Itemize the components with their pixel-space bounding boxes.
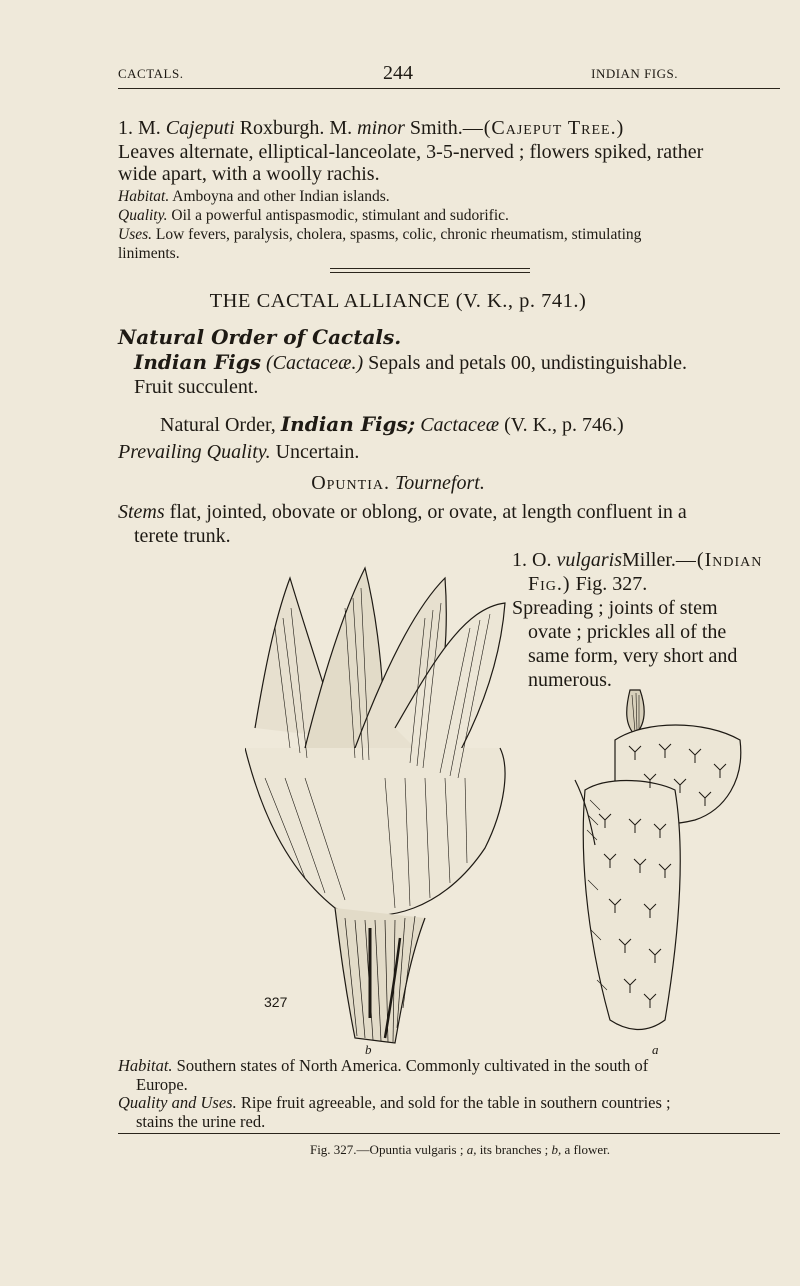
natural-order-label: Natural Order of Cactals. xyxy=(118,325,402,349)
caption-b-key: b, xyxy=(551,1142,562,1157)
variant-genus: M. xyxy=(329,117,353,139)
species-desc-1: Spreading ; joints of stem xyxy=(512,597,718,619)
entry-cajeputi-desc-1: Leaves alternate, elliptical-lanceolate, 3-5-nerved ; flowers spiked, rather xyxy=(118,141,704,163)
genus-abbrev: M. xyxy=(138,117,161,139)
habitat-opuntia xyxy=(118,1056,780,1094)
figure-label-b: b xyxy=(365,1042,372,1057)
variant-name: minor xyxy=(357,117,405,139)
section-rule-double xyxy=(330,272,530,273)
quality-line-2: stains the urine red. xyxy=(136,1112,266,1131)
figure-caption xyxy=(150,1142,770,1158)
species-desc-4: numerous. xyxy=(528,669,612,691)
natural-order-line xyxy=(160,412,780,437)
quality-text: Oil a powerful antispasmodic, stimulant and sudorific. xyxy=(171,207,509,224)
stems-label: Stems xyxy=(118,501,165,523)
uses-text-1: Low fevers, paralysis, cholera, spasms, colic, chronic rheumatism, stimulating xyxy=(155,226,642,243)
habitat-label: Habitat. xyxy=(118,1056,173,1075)
species-common-line xyxy=(512,572,782,596)
natural-order-prefix: Natural Order, xyxy=(160,414,276,436)
stems-line-1: flat, jointed, obovate or oblong, or ovate, at length confluent in a xyxy=(169,501,687,523)
cactaceae-label: (Cactaceæ.) xyxy=(265,352,364,374)
uses-label: Uses. xyxy=(118,226,153,243)
species-name: vulgaris xyxy=(556,549,623,571)
indian-figs-label: Indian Figs xyxy=(134,350,261,374)
alliance-title: THE CACTAL ALLIANCE (V. K., p. 741.) xyxy=(209,290,587,312)
variant-authority: Smith. xyxy=(409,117,463,139)
entry-cajeputi-title xyxy=(118,116,780,140)
uses-cajeputi xyxy=(118,225,780,244)
habitat-line-1: Southern states of North America. Commonly cultivated in the south of xyxy=(176,1056,649,1075)
species-fig-ref: Fig. 327. xyxy=(575,573,648,595)
authority: Roxburgh. xyxy=(239,117,325,139)
natural-order-ref: (V. K., p. 746.) xyxy=(504,414,624,436)
alliance-desc-2: Fruit succulent. xyxy=(134,376,259,398)
stems-line-2: terete trunk. xyxy=(134,525,231,547)
prevailing-value: Uncertain. xyxy=(275,441,360,463)
natural-order-cactaceae: Cactaceæ xyxy=(420,414,500,436)
alliance-desc-1: Sepals and petals 00, undistinguishable. xyxy=(368,352,688,374)
figure-label-a: a xyxy=(652,1042,659,1057)
quality-uses-opuntia xyxy=(118,1093,780,1131)
caption-b-text: a flower. xyxy=(564,1142,611,1157)
running-head xyxy=(118,62,678,86)
alliance-description xyxy=(134,350,780,399)
common-name: —(Cajeput Tree.) xyxy=(462,117,625,139)
quality-line-1: Ripe fruit agreeable, and sold for the table in southern countries ; xyxy=(240,1093,671,1112)
habitat-text: Amboyna and other Indian islands. xyxy=(172,188,390,205)
caption-a-text: its branches ; xyxy=(479,1142,549,1157)
prevailing-quality xyxy=(118,441,780,464)
genus-authority: Tournefort. xyxy=(394,472,485,494)
stems-description xyxy=(118,500,780,548)
natural-order-indian-figs: Indian Figs; xyxy=(280,412,416,436)
species-desc-3: same form, very short and xyxy=(528,645,738,667)
caption-prefix: Fig. 327.—Opuntia vulgaris ; xyxy=(309,1142,464,1157)
species-name: Cajeputi xyxy=(165,117,235,139)
quality-cajeputi xyxy=(118,206,780,225)
genus-heading xyxy=(118,472,678,495)
running-head-left: CACTALS. xyxy=(118,66,184,81)
entry-cajeputi-desc-2: wide apart, with a woolly rachis. xyxy=(118,163,380,185)
species-genus: O. xyxy=(532,549,552,571)
quality-label: Quality. xyxy=(118,207,168,224)
genus-name: Opuntia. xyxy=(311,472,390,494)
flower-illustration xyxy=(245,548,515,1058)
species-authority: Miller. xyxy=(622,549,676,571)
species-number: 1. xyxy=(512,549,527,571)
quality-uses-label: Quality and Uses. xyxy=(118,1093,237,1112)
habitat-cajeputi xyxy=(118,187,780,206)
species-opuntia-vulgaris xyxy=(512,548,782,692)
species-common-2: Fig.) xyxy=(528,573,571,595)
footer-rule xyxy=(118,1133,780,1134)
species-desc-2: ovate ; prickles all of the xyxy=(528,621,727,643)
section-rule xyxy=(330,268,530,269)
figure-number: 327 xyxy=(264,994,288,1010)
habitat-line-2: Europe. xyxy=(136,1075,188,1094)
header-rule xyxy=(118,88,780,89)
uses-text-2: liniments. xyxy=(118,245,180,262)
caption-a-key: a, xyxy=(466,1142,477,1157)
entry-number: 1. xyxy=(118,117,133,139)
prevailing-label: Prevailing Quality. xyxy=(118,441,271,463)
running-head-right: INDIAN FIGS. xyxy=(591,66,678,81)
species-common: —(Indian xyxy=(675,549,763,571)
habitat-label: Habitat. xyxy=(118,188,170,205)
species-title-line xyxy=(512,548,782,572)
page-number: 244 xyxy=(383,62,413,84)
branch-illustration xyxy=(555,680,765,1050)
